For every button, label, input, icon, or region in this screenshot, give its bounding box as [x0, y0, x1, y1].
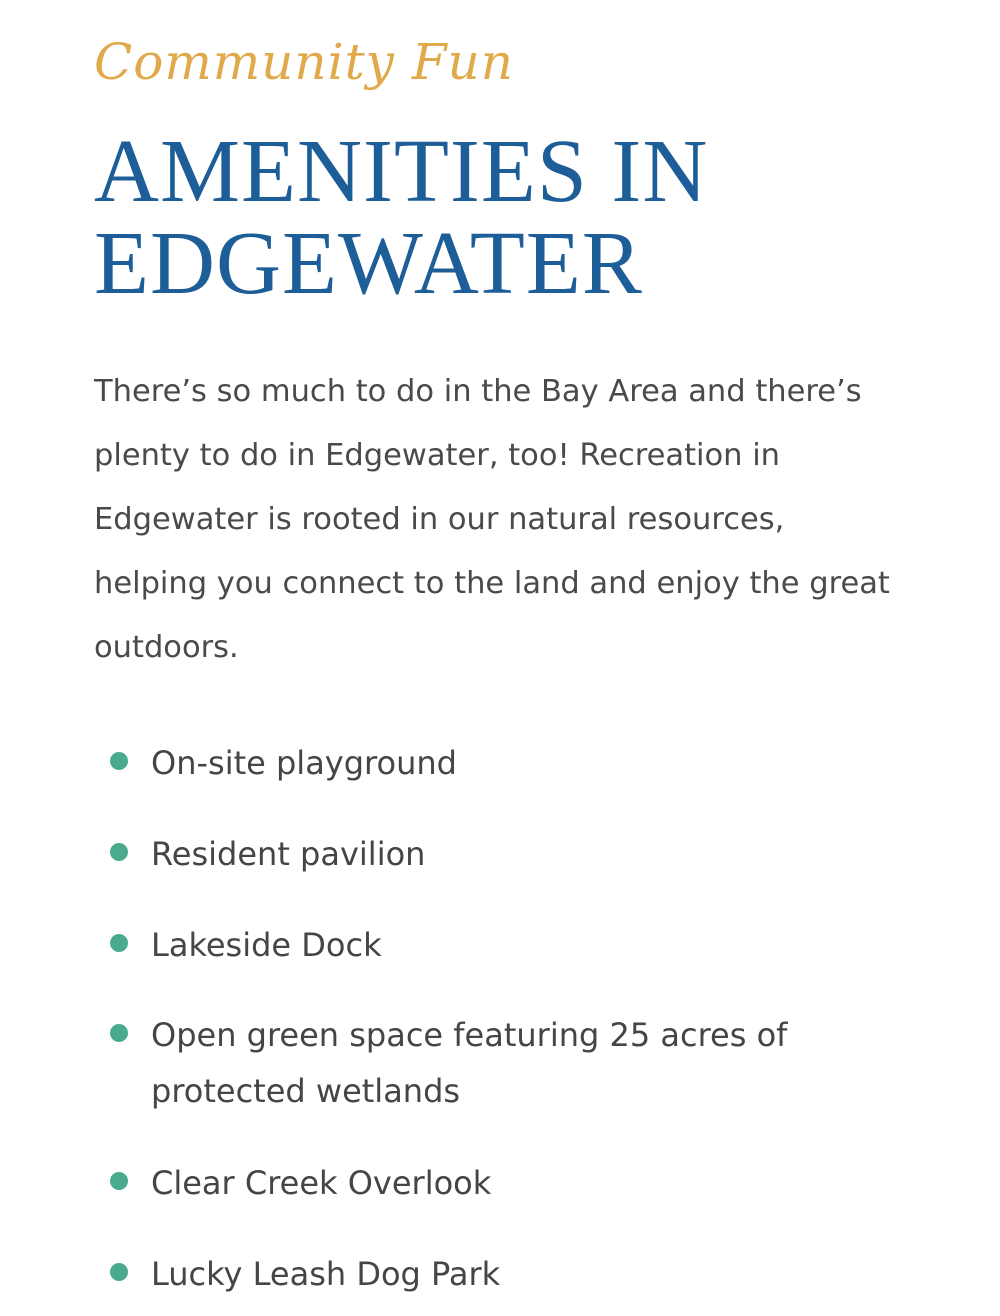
amenity-label: Clear Creek Overlook — [151, 1164, 492, 1202]
section-eyebrow: Community Fun — [94, 33, 514, 91]
intro-paragraph: There’s so much to do in the Bay Area and there’s plenty to do in Edgewater, too! Recreation in Edgewater is rooted in our natural resources, helping you connect to the land and enjoy the great outdoors. — [94, 374, 890, 665]
bullet-dot-icon — [110, 1172, 128, 1190]
amenity-label: Open green space featuring 25 acres of protected wetlands — [151, 1016, 788, 1110]
bullet-dot-icon — [110, 843, 128, 861]
amenity-label: Lakeside Dock — [151, 926, 382, 964]
amenity-label: Lucky Leash Dog Park — [151, 1255, 501, 1293]
page-title: AMENITIES IN EDGEWATER — [94, 122, 709, 313]
amenities-section — [94, 0, 954, 1316]
bullet-dot-icon — [110, 752, 128, 770]
bullet-dot-icon — [110, 1024, 128, 1042]
bullet-dot-icon — [110, 1263, 128, 1281]
amenity-label: Resident pavilion — [151, 835, 426, 873]
bullet-dot-icon — [110, 934, 128, 952]
amenity-label: On-site playground — [151, 744, 457, 782]
